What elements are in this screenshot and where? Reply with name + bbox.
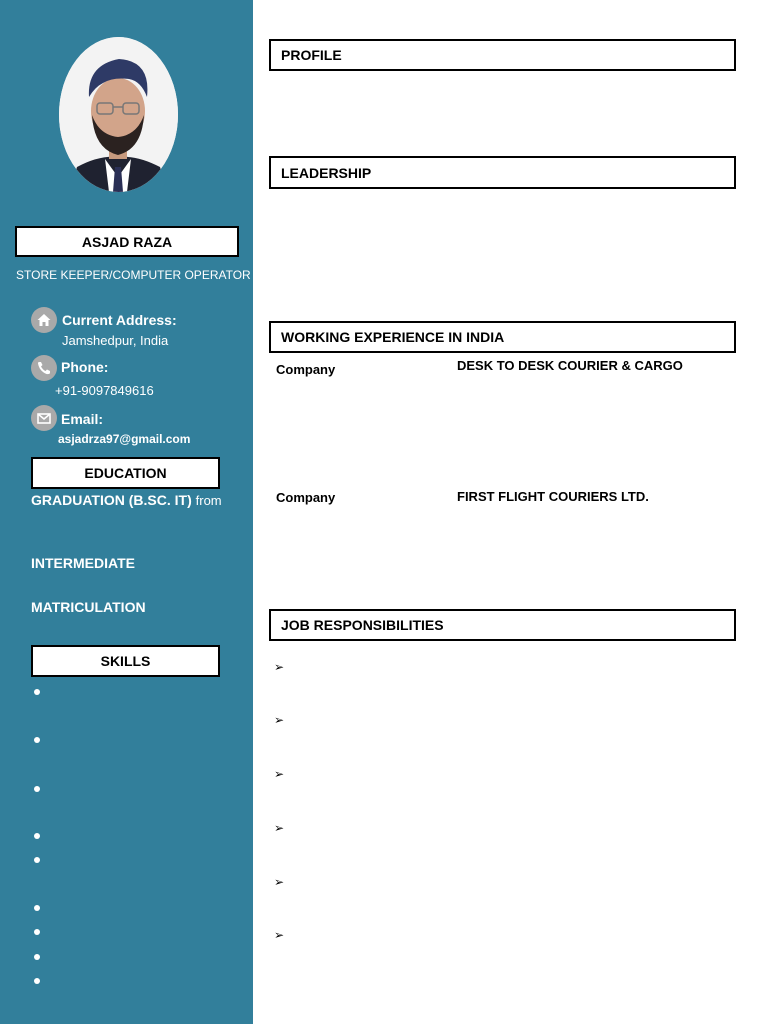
skill-bullet: [34, 978, 40, 984]
skill-bullet: [34, 786, 40, 792]
phone-icon: [31, 355, 57, 381]
responsibilities-heading-box: [269, 609, 736, 641]
skill-bullet: [34, 954, 40, 960]
company-name: FIRST FLIGHT COURIERS LTD.: [457, 489, 649, 504]
responsibility-arrow-icon: ➢: [274, 875, 285, 889]
responsibilities-heading: JOB RESPONSIBILITIES: [281, 617, 444, 633]
address-value: Jamshedpur, India: [62, 333, 169, 348]
profile-heading-box: [269, 39, 736, 71]
email-icon: [31, 405, 57, 431]
phone-label: Phone:: [61, 359, 109, 375]
profile-photo-image: [59, 37, 178, 192]
skill-bullet: [34, 737, 40, 743]
education-intermediate: INTERMEDIATE: [31, 555, 135, 571]
home-icon: [31, 307, 57, 333]
profile-heading: PROFILE: [281, 47, 342, 63]
responsibility-arrow-icon: ➢: [274, 767, 285, 781]
profile-photo: [59, 37, 178, 192]
company-label: Company: [276, 362, 336, 377]
responsibility-arrow-icon: ➢: [274, 928, 285, 942]
skill-bullet: [34, 857, 40, 863]
experience-heading: WORKING EXPERIENCE IN INDIA: [281, 329, 505, 345]
graduation-suffix: from: [195, 493, 222, 508]
experience-heading-box: [269, 321, 736, 353]
education-graduation: [31, 492, 222, 508]
education-heading: EDUCATION: [84, 465, 167, 481]
responsibility-arrow-icon: ➢: [274, 713, 285, 727]
skill-bullet: [34, 905, 40, 911]
company-name: DESK TO DESK COURIER & CARGO: [457, 358, 683, 373]
email-value[interactable]: asjadrza97@gmail.com: [58, 432, 191, 446]
main-content: [253, 0, 768, 1024]
phone-value: +91-9097849616: [55, 383, 154, 398]
company-label: Company: [276, 490, 336, 505]
skills-heading: SKILLS: [100, 653, 151, 669]
address-label: Current Address:: [62, 312, 177, 328]
education-heading-box: [31, 457, 220, 489]
leadership-heading-box: [269, 156, 736, 189]
skill-bullet: [34, 929, 40, 935]
name-box: [15, 226, 239, 257]
candidate-name: ASJAD RAZA: [81, 233, 173, 250]
skill-bullet: [34, 689, 40, 695]
education-matriculation: MATRICULATION: [31, 599, 146, 615]
responsibility-arrow-icon: ➢: [274, 821, 285, 835]
skills-heading-box: [31, 645, 220, 677]
leadership-heading: LEADERSHIP: [281, 164, 372, 181]
responsibility-arrow-icon: ➢: [274, 660, 285, 674]
graduation-text: GRADUATION (B.SC. IT): [31, 492, 192, 508]
email-label: Email:: [61, 411, 104, 427]
job-title: STORE KEEPER/COMPUTER OPERATOR: [16, 268, 251, 282]
skill-bullet: [34, 833, 40, 839]
